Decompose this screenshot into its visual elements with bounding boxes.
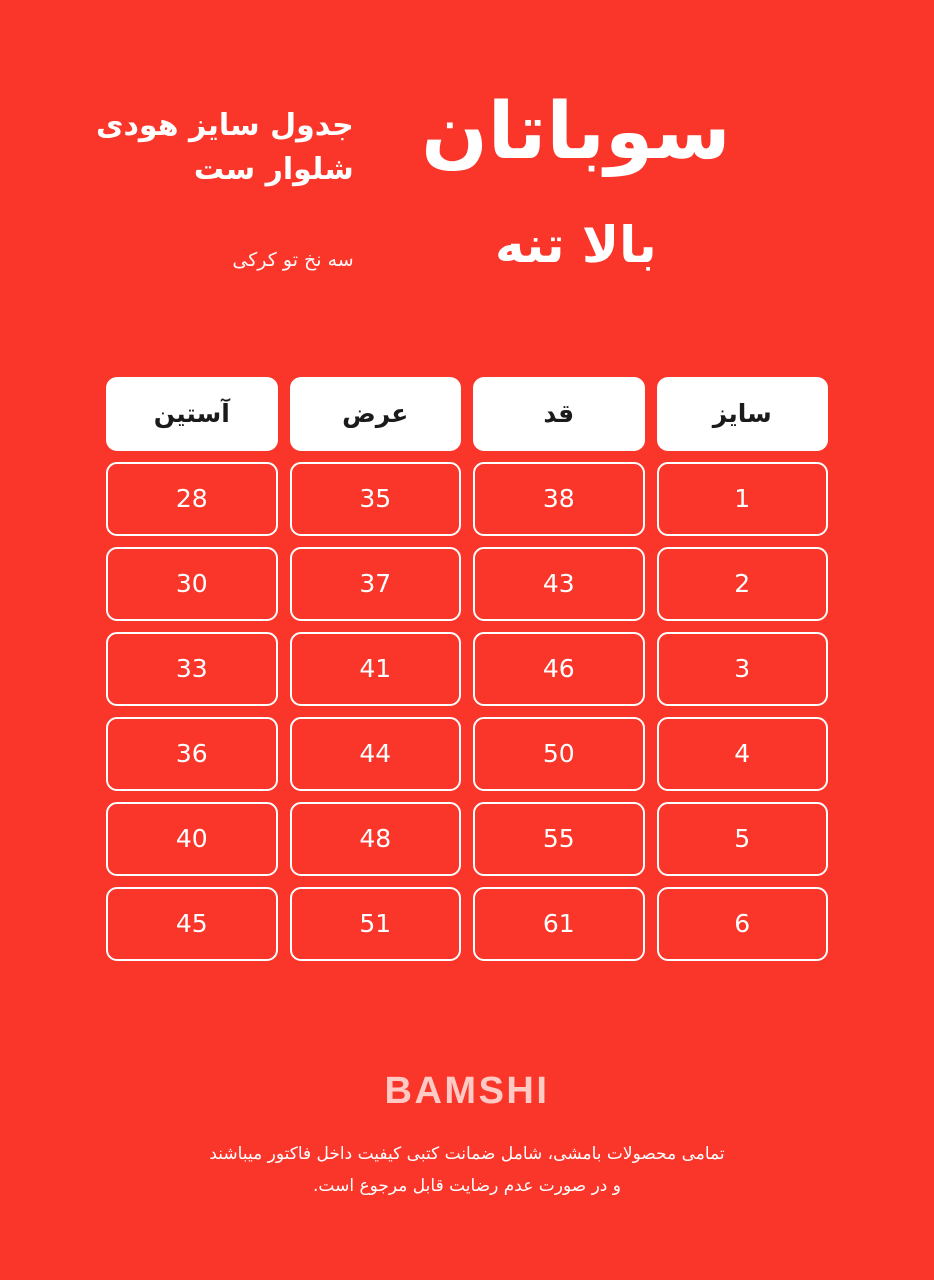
table-body xyxy=(106,462,828,961)
cell-sleeve: 28 xyxy=(106,462,278,536)
column-header-length: قد xyxy=(473,377,645,451)
cell-sleeve: 33 xyxy=(106,632,278,706)
cell-size: 4 xyxy=(657,717,829,791)
cell-width: 35 xyxy=(290,462,462,536)
column-header-width: عرض xyxy=(290,377,462,451)
poster-header xyxy=(0,0,934,274)
cell-width: 37 xyxy=(290,547,462,621)
cell-width: 51 xyxy=(290,887,462,961)
cell-sleeve: 40 xyxy=(106,802,278,876)
cell-size: 3 xyxy=(657,632,829,706)
cell-size: 1 xyxy=(657,462,829,536)
cell-length: 50 xyxy=(473,717,645,791)
cell-length: 55 xyxy=(473,802,645,876)
cell-sleeve: 30 xyxy=(106,547,278,621)
brand-subtitle: بالا تنه xyxy=(495,215,657,274)
column-header-size: سایز xyxy=(657,377,829,451)
cell-length: 46 xyxy=(473,632,645,706)
cell-size: 6 xyxy=(657,887,829,961)
poster-footer xyxy=(0,1070,934,1202)
size-table xyxy=(94,366,840,972)
table-row xyxy=(106,802,828,876)
table-row xyxy=(106,887,828,961)
column-header-sleeve: آستین xyxy=(106,377,278,451)
brand-block xyxy=(354,87,838,274)
cell-sleeve: 36 xyxy=(106,717,278,791)
footer-logo: BAMSHI xyxy=(384,1070,550,1113)
cell-width: 44 xyxy=(290,717,462,791)
table-row xyxy=(106,547,828,621)
cell-length: 61 xyxy=(473,887,645,961)
cell-length: 43 xyxy=(473,547,645,621)
page-title-line2: شلوار ست xyxy=(193,151,354,187)
table-header xyxy=(106,377,828,451)
table-row xyxy=(106,462,828,536)
footer-note-line2: و در صورت عدم رضایت قابل مرجوع است. xyxy=(313,1175,621,1196)
page-title-line1: جدول سایز هودی xyxy=(96,108,354,143)
footer-note-line1: تمامی محصولات بامشی، شامل ضمانت کتبی کیفیت داخل فاکتور میباشند xyxy=(209,1144,725,1165)
table-row xyxy=(106,632,828,706)
footer-note xyxy=(0,1139,934,1202)
cell-size: 5 xyxy=(657,802,829,876)
size-table-container xyxy=(0,366,934,972)
table-row xyxy=(106,717,828,791)
brand-name: سوباتان xyxy=(421,87,731,177)
cell-sleeve: 45 xyxy=(106,887,278,961)
cell-width: 41 xyxy=(290,632,462,706)
cell-length: 38 xyxy=(473,462,645,536)
cell-width: 48 xyxy=(290,802,462,876)
cell-size: 2 xyxy=(657,547,829,621)
page-subtitle: سه نخ تو کرکی xyxy=(232,249,354,271)
title-block xyxy=(96,92,354,274)
table-header-row xyxy=(106,377,828,451)
